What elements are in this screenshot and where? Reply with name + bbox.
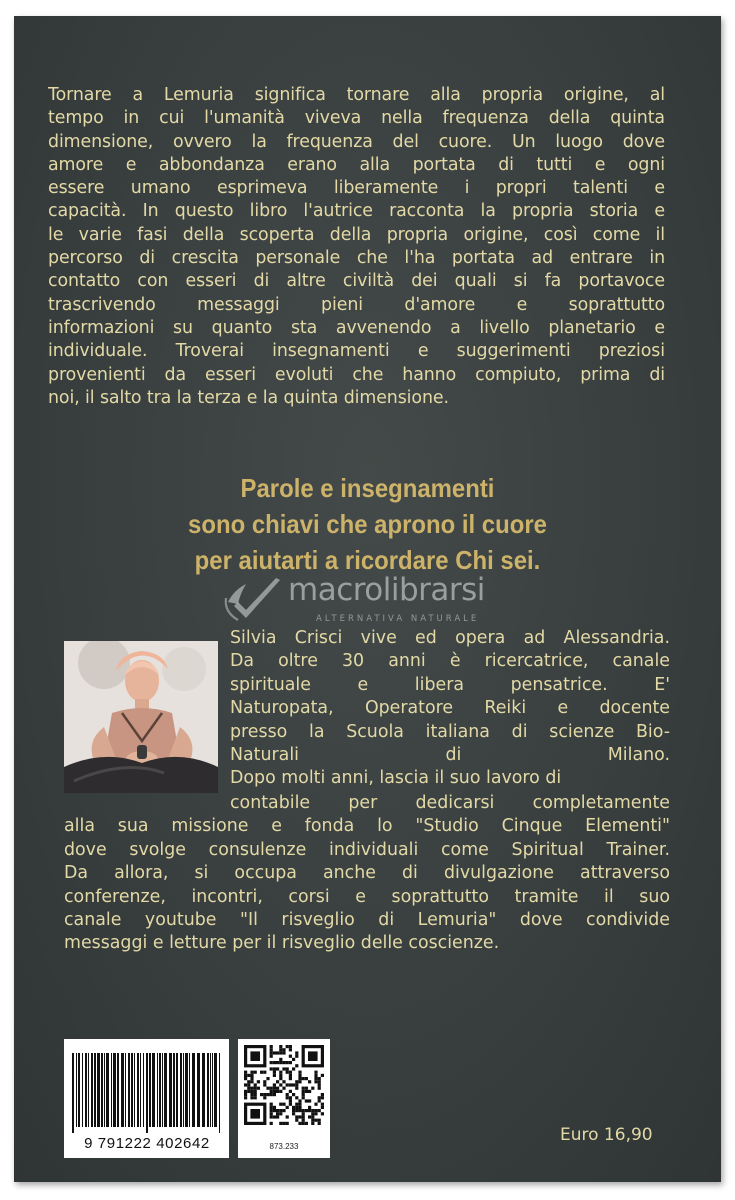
bio-lower-line: contabile per dedicarsi completamente: [230, 793, 670, 813]
bio-lower-line: Da allora, si occupa anche di divulgazione attraverso: [64, 863, 670, 884]
checkmark-logo-icon: [220, 572, 290, 624]
qr-code-number: 873.233: [269, 1142, 299, 1151]
bio-lower-line: messaggi e letture per il risveglio delle coscienze.: [64, 933, 500, 954]
bio-upper-line: presso la Scuola italiana di scienze Bio-: [230, 721, 670, 742]
description-line: tempo in cui l'umanità viveva nella frequenza della quinta: [48, 108, 665, 129]
bio-lower-line: alla sua missione e fonda lo "Studio Cinque Elementi": [64, 816, 670, 837]
description-line: noi, il salto tra la terza e la quinta dimensione.: [48, 387, 449, 408]
description-line: capacità. In questo libro l'autrice racconta la propria storia e: [48, 201, 665, 222]
description-line: essere umano esprimeva liberamente i propri talenti e: [48, 178, 665, 199]
author-portrait-icon: [64, 641, 218, 793]
description-line: amore e abbondanza erano alla portata di tutti e ogni: [48, 154, 665, 175]
bio-upper-line: Naturopata, Operatore Reiki e docente: [230, 698, 670, 719]
description-line: informazioni su quanto sta avvenendo a livello planetario e: [48, 317, 665, 338]
bio-lower-line: dove svolge consulenze individuali come Spiritual Trainer.: [64, 839, 670, 860]
tagline-line-1: Parole e insegnamenti: [240, 473, 495, 503]
macrolibrarsi-watermark: [220, 572, 540, 632]
qr-code-box: [238, 1039, 330, 1158]
bio-upper-line: Silvia Crisci vive ed opera ad Alessandria.: [230, 628, 670, 648]
author-photo: [64, 641, 218, 793]
description-line: contatto con esseri di altre civiltà dei quali si fa portavoce: [48, 271, 665, 292]
author-bio-lower: [64, 792, 670, 956]
description-line: Tornare a Lemuria significa tornare alla propria origine, al: [48, 85, 665, 105]
tagline-line-3: per aiutarti a ricordare Chi sei.: [194, 545, 541, 575]
bio-upper-line: Dopo molti anni, lascia il suo lavoro di: [230, 768, 562, 789]
barcode-icon: [70, 1053, 223, 1133]
isbn-digits: 9 791222 402642: [84, 1135, 210, 1152]
bio-lower-line: conferenze, incontri, corsi e soprattutto tramite il suo: [64, 886, 670, 907]
watermark-name: macrolibrarsi: [288, 572, 485, 608]
qr-code-icon: [244, 1045, 324, 1125]
tagline-line-2: sono chiavi che aprono il cuore: [188, 509, 547, 539]
bio-lower-line: canale youtube "Il risveglio di Lemuria" dove condivide: [64, 910, 670, 931]
isbn-barcode: [64, 1039, 229, 1158]
price: Euro 16,90: [560, 1125, 653, 1145]
bio-upper-line: Da oltre 30 anni è ricercatrice, canale: [230, 651, 670, 672]
watermark-slogan: ALTERNATIVA NATURALE: [316, 614, 480, 624]
tagline: [51, 470, 683, 578]
bio-upper-line: spirituale e libera pensatrice. E': [230, 674, 670, 695]
description-line: percorso di crescita personale che l'ha portata ad entrare in: [48, 248, 665, 269]
description-line: trascrivendo messaggi pieni d'amore e soprattutto: [48, 294, 665, 315]
description-line: individuale. Troverai insegnamenti e suggerimenti preziosi: [48, 341, 665, 362]
description-line: le varie fasi della scoperta della propria origine, così come il: [48, 224, 665, 245]
description-line: dimensione, ovvero la frequenza del cuore. Un luogo dove: [48, 131, 665, 152]
book-description: [48, 84, 665, 410]
description-line: provenienti da esseri evoluti che hanno compiuto, prima di: [48, 364, 665, 385]
bio-upper-line: Naturali di Milano.: [230, 745, 670, 766]
author-bio-upper: [230, 627, 670, 791]
